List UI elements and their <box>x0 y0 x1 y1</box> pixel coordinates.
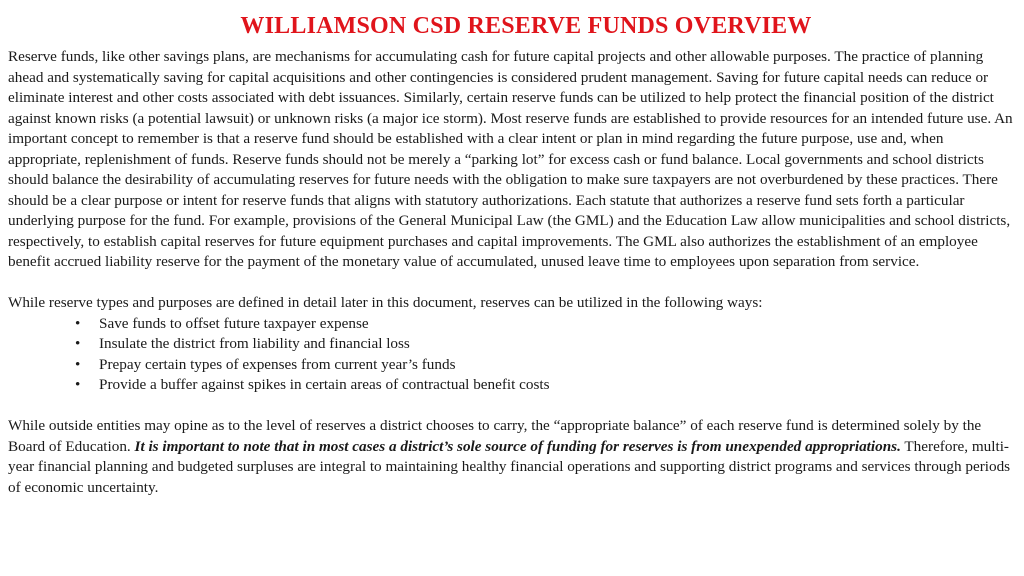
closing-text-end: Therefore, multi-year financial planning and budgeted surpluses are integral to maintaining healthy financial operations and supporting district programs and services through periods of economic uncertainty. <box>8 437 1011 496</box>
list-item: • Prepay certain types of expenses from current year’s funds <box>8 355 1016 376</box>
document-body <box>8 47 1016 498</box>
page-title: WILLIAMSON CSD RESERVE FUNDS OVERVIEW <box>240 13 812 39</box>
ways-list <box>8 314 1016 396</box>
paragraph-gap <box>8 396 1016 417</box>
closing-emphasis: It is important to note that in most cases a district’s sole source of funding for reserves is from unexpended appropriations. <box>134 437 901 455</box>
ways-intro: While reserve types and purposes are defined in detail later in this document, reserves can be utilized in the following ways: <box>8 294 763 311</box>
list-item: • Provide a buffer against spikes in certain areas of contractual benefit costs <box>8 375 1016 396</box>
closing-text-start: While outside entities may opine as to the level of reserves a district chooses to carry, the “appropriate balance” of each reserve fund is determined solely by the Board of Education. <box>8 417 982 455</box>
paragraph-gap <box>8 273 1016 294</box>
intro-paragraph: Reserve funds, like other savings plans, are mechanisms for accumulating cash for future capital projects and other allowable purposes. The practice of planning ahead and systematically saving for capital acquisitions and other contingencies is considered prudent management. Saving for future capital needs can reduce or eliminate interest and other costs associated with debt issuances. Similarly, certain reserve funds can be utilized to help protect the financial position of the district against known risks (a potential lawsuit) or unknown risks (a major ice storm). Most reserve funds are established to provide resources for an intended future use. An important concept to remember is that a reserve fund should be established with a clear intent or plan in mind regarding the future purpose, use and, when appropriate, replenishment of funds. Reserve funds should not be merely a “parking lot” for excess cash or fund balance. Local governments and school districts should balance the desirability of accumulating reserves for future needs with the obligation to make sure taxpayers are not overburdened by these practices. There should be a clear purpose or intent for reserve funds that aligns with statutory authorizations. Each statute that authorizes a reserve fund sets forth a particular underlying purpose for the fund. For example, provisions of the General Municipal Law (the GML) and the Education Law allow municipalities and school districts, respectively, to establish capital reserves for future equipment purchases and capital improvements. The GML also authorizes the establishment of an employee benefit accrued liability reserve for the payment of the monetary value of accumulated, unused leave time to employees upon separation from service. <box>8 48 1013 270</box>
closing-paragraph <box>8 416 1016 498</box>
list-item: • Save funds to offset future taxpayer expense <box>8 314 1016 335</box>
list-item: • Insulate the district from liability and financial loss <box>8 334 1016 355</box>
